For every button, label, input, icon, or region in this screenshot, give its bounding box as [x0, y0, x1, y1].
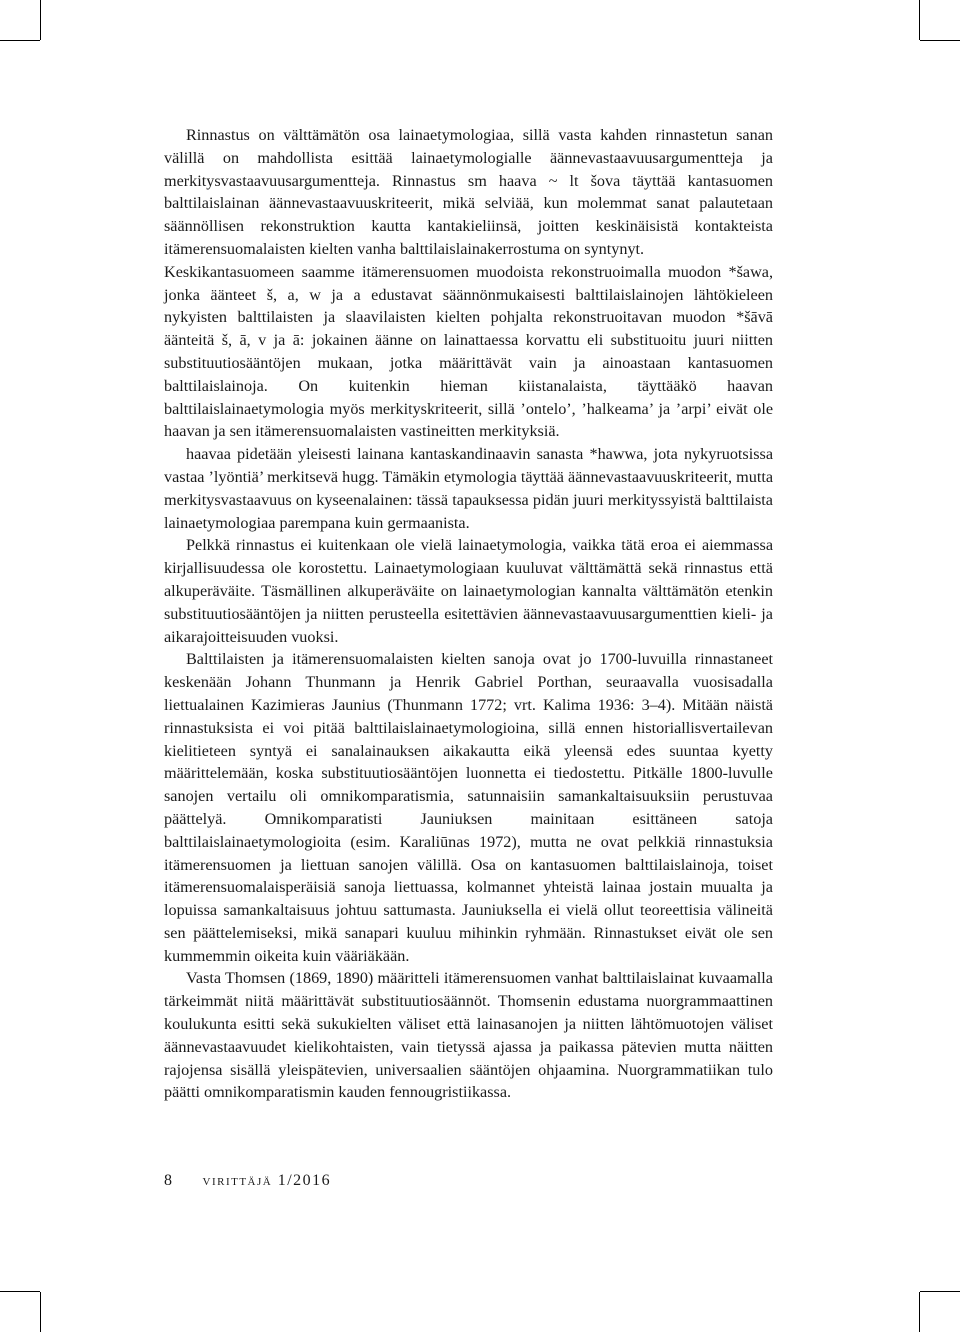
crop-mark-top-left — [40, 0, 41, 40]
paragraph-5: Balttilaisten ja itämerensuomalaisten kielten sanoja ovat jo 1700-luvuilla rinnastaneet keskenään Johann Thunmann ja Henrik Gabriel Porthan, seuraavalla vuosisadalla liettualainen Kazimieras Jaunius (Thunmann 1772; vrt. Kalima 1936: 3–4). Mitään näistä rinnastuksista ei voi pitää balttilaislainaetymologioina, sillä ennen historiallisvertailevan kielitieteen syntyä ei sanalainauksen aikakautta eikä yleensä edes suuntaa kyetty määrittelemään, koska substituutiosääntöjen luonnetta ei tiedostettu. Pitkälle 1800-luvulle sanojen vertailu oli omnikomparatismia, satunnaisiin samankaltaisuuksiin perustuvaa päättelyä. Omnikomparatisti Jauniuksen mainitaan esittäneen satoja balttilaislainaetymologioita (esim. Karaliūnas 1972), mutta ne ovat pelkkiä rinnastuksia itämerensuomen ja liettuan sanojen välillä. Osa on kantasuomen balttilaislainoja, toiset itämerensuomalaisperäisiä sanoja liettuassa, kolmannet yhteistä lainaa jostain muualta ja lopuissa samankaltaisuus johtuu sattumasta. Jauniuksella ei vielä ollut teoreettisia välineitä sen päättelemiseksi, mikä sanapari kuuluu mihinkin ryhmään. Rinnastukset eivät ole sen kummemmin oikeita kuin vääriäkään. — [164, 650, 773, 965]
paragraph-4: Pelkkä rinnastus ei kuitenkaan ole vielä lainaetymologia, vaikka tätä eroa ei aiemmassa kirjallisuudessa ole korostettu. Lainaetymologiaan kuuluvat välttämättä sekä rinnastus että alkuperäväite. Täsmällinen alkuperäväite on lainaetymologian kannalta välttämätön etenkin substituutiosääntöjen ja niitten perusteella esitettävien äännevastaavuusargumenttien kieli- ja aikarajoitteisuuden vuoksi. — [164, 536, 773, 646]
crop-mark-bottom-left-h — [0, 1291, 40, 1292]
article-body — [164, 124, 773, 1104]
journal-name: virittäjä 1/2016 — [202, 1172, 332, 1189]
crop-mark-bottom-right-h — [920, 1291, 960, 1292]
paragraph-6: Vasta Thomsen (1869, 1890) määritteli itämerensuomen vanhat balttilaislainat kuvaamalla tärkeimmät niitä määrittävät substituutiosäännöt. Thomsenin edustama nuorgrammaattinen koulukunta esitti sekä sukukielten väliset että lainasanojen ja niitten lähtömuotojen väliset äännevastaavuudet kielikohtaisten, vain tietyssä ajassa ja paikassa pätevien mutta näitten rajojensa sisällä yleispätevien, universaalien sääntöjen ohjaamina. Nuorgrammatiikan tulo päätti omnikomparatismin kauden fennougristiikassa. — [164, 969, 773, 1102]
paragraph-2: Keskikantasuomeen saamme itämerensuomen muodoista rekonstruoimalla muodon *šawa, jonka äänteet š, a, w ja a edustavat säännönmukaisesti balttilaislainojen lähtökieleen nykyisten balttilaisten ja slaavilaisten kielten pohjalta rekonstruoitavan muodon *šāvā äänteitä š, ā, v ja ā: jokainen äänne on lainattaessa korvattu eli substituoitu juuri niitten substituutiosääntöjen mukaan, jotka määrittävät vain ja ainoastaan kantasuomen balttilaislainoja. On kuitenkin hieman kiistanalaista, täyttääkö haavan balttilaislainaetymologia myös merkityskriteerit, sillä ’ontelo’, ’halkeama’ ja ’arpi’ eivät ole haavan ja sen itämerensuomalaisten vastineitten merkityksiä. — [164, 262, 773, 441]
crop-mark-bottom-left — [40, 1292, 41, 1332]
crop-mark-top-left-h — [0, 40, 40, 41]
page-number: 8 — [164, 1172, 173, 1189]
crop-mark-top-right-h — [920, 40, 960, 41]
paragraph-3: haavaa pidetään yleisesti lainana kantaskandinaavin sanasta *hawwa, jota nykyruotsissa vastaa ’lyöntiä’ merkitsevä hugg. Tämäkin etymologia täyttää äännevastaavuuskriteerit, mutta merkitysvastaavuus on kyseenalainen: tässä tapauksessa pidän juuri merkityssyistä balttilaista lainaetymologiaa parempana kuin germaanista. — [164, 445, 773, 532]
crop-mark-bottom-right — [919, 1292, 920, 1332]
paragraph-1: Rinnastus on välttämätön osa lainaetymologiaa, sillä vasta kahden rinnastetun sanan välillä on mahdollista esittää lainaetymologialle äännevastaavuusargumentteja ja merkitysvastaavuusargumentteja. Rinnastus sm haava ~ lt šova täyttää kantasuomen balttilaislainan äännevastaavuuskriteerit, mikä selviää, kun molemmat sanat palautetaan säännöllisen rekonstruktion kautta kantakieliinsä, joitten keskinäisistä kontakteista itämerensuomalaisten kielten vanha balttilaislainakerrostuma on syntynyt. — [164, 126, 773, 258]
crop-mark-top-right — [919, 0, 920, 40]
page-footer — [164, 1172, 331, 1190]
